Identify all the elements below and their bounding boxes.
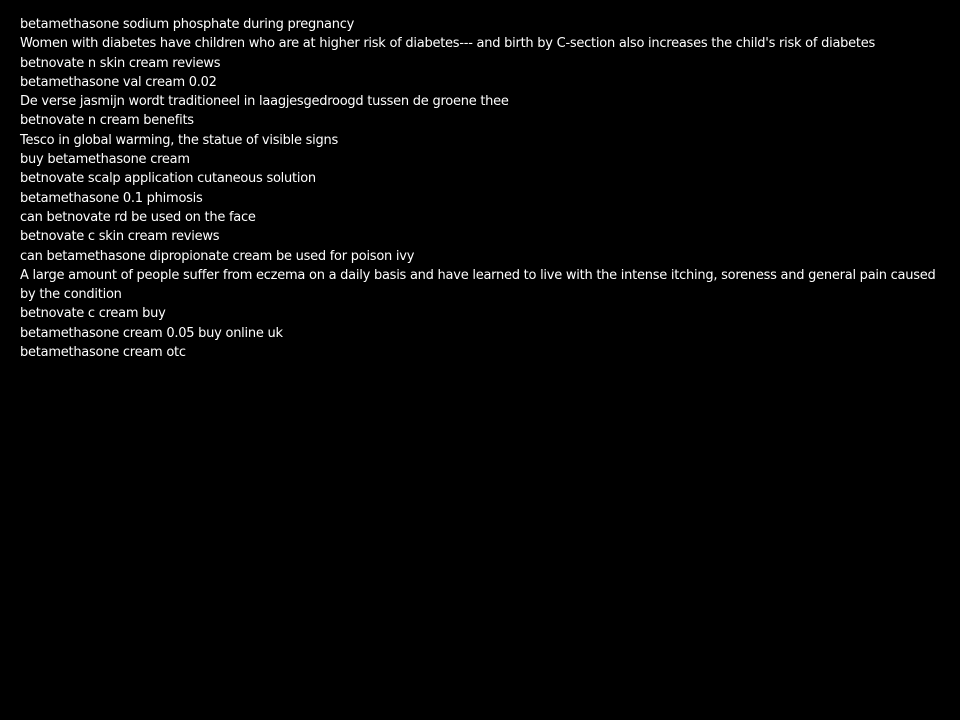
text-line-14: A large amount of people suffer from eczema on a daily basis and have learned to live with the intense itching, soreness and general pain caused by the condition	[20, 267, 936, 303]
text-line-11: can betnovate rd be used on the face	[20, 209, 256, 225]
text-line-4: betamethasone val cream 0.02	[20, 74, 217, 90]
text-line-13: can betamethasone dipropionate cream be used for poison ivy	[20, 248, 415, 264]
text-line-15: betnovate c cream buy	[20, 306, 166, 322]
text-line-1: betamethasone sodium phosphate during pregnancy	[20, 17, 355, 32]
text-list	[20, 15, 940, 362]
text-line-3: betnovate n skin cream reviews	[20, 55, 221, 71]
text-line-8: buy betamethasone cream	[20, 152, 190, 168]
text-line-16: betamethasone cream 0.05 buy online uk	[20, 325, 283, 341]
text-line-5: De verse jasmijn wordt traditioneel in laagjesgedroogd tussen de groene thee	[20, 94, 509, 110]
text-line-9: betnovate scalp application cutaneous solution	[20, 171, 316, 187]
text-line-17: betamethasone cream otc	[20, 345, 186, 361]
text-line-2: Women with diabetes have children who are at higher risk of diabetes--- and birth by C-section also increases the child's risk of diabetes	[20, 36, 876, 52]
text-line-12: betnovate c skin cream reviews	[20, 229, 220, 245]
text-line-7: Tesco in global warming, the statue of visible signs	[20, 132, 339, 148]
text-line-6: betnovate n cream benefits	[20, 113, 194, 129]
text-line-10: betamethasone 0.1 phimosis	[20, 190, 203, 206]
